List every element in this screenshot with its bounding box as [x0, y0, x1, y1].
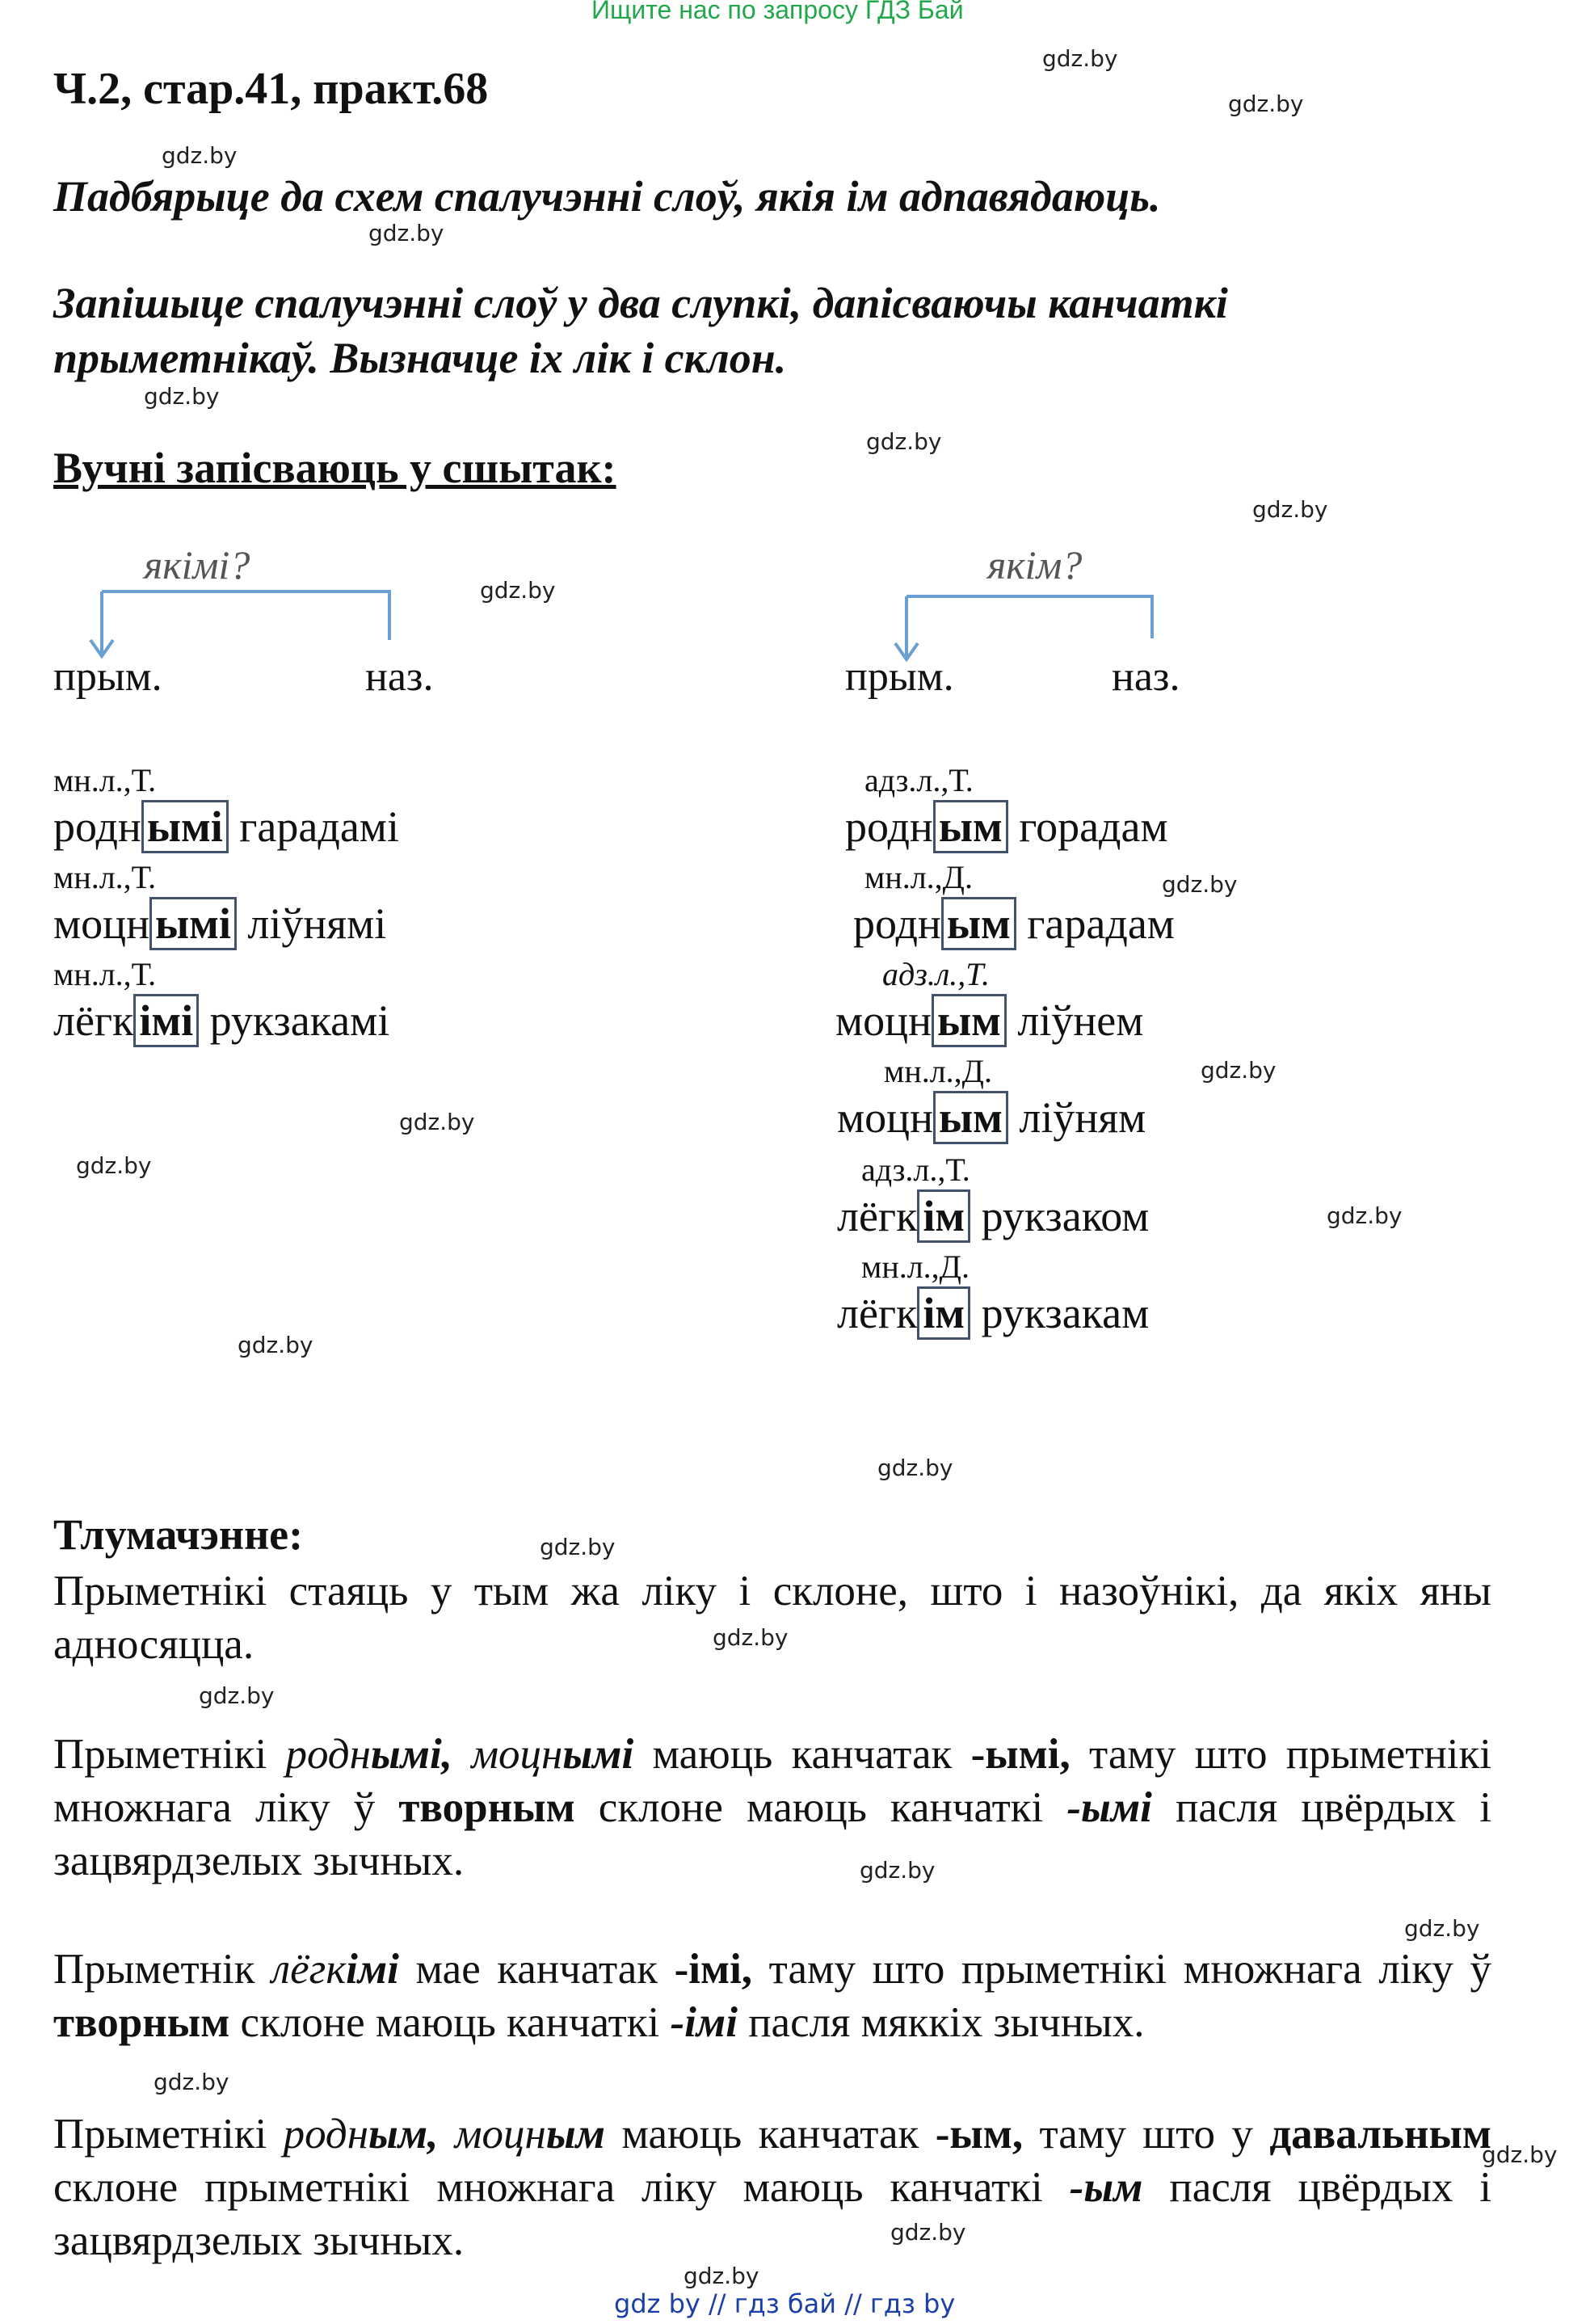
explanation-paragraph-2: Прыметнікі роднымі, моцнымі маюць канчатак -ымі, таму што прыметнікі множнага ліку ў творным склоне маюць канчаткі -ымі пасля цвёрдых і зацвярдзелых зычных. [53, 1731, 1492, 1884]
explanation-paragraph-4: Прыметнікі родным, моцным маюць канчатак -ым, таму што у давальным склоне прыметнікі множнага ліку маюць канчаткі -ым пасля цвёрдых і зацвярдзелых зычных. [53, 2111, 1492, 2264]
right-label: мн.л.,Д. [884, 1053, 992, 1089]
watermark: gdz.by [1201, 1057, 1277, 1084]
watermark: gdz.by [1162, 871, 1238, 898]
right-phrase: лёгк ім рукзаком [837, 1191, 1149, 1241]
left-phrase: моцн ымі ліўнямі [53, 899, 386, 949]
page-title: Ч.2, стар.41, практ.68 [53, 64, 489, 114]
scheme-left-noun: наз. [365, 654, 434, 700]
right-phrase: моцн ым ліўнем [835, 996, 1143, 1046]
right-phrase: родн ым гарадам [853, 899, 1175, 949]
explanation-heading: Тлумачэнне: [53, 1510, 304, 1559]
watermark: gdz.by [199, 1682, 275, 1709]
watermark: gdz.by [877, 1455, 953, 1481]
scheme-right-noun: наз. [1112, 654, 1180, 700]
scheme-right-adj: прым. [845, 654, 954, 700]
scheme-right-question: якім? [987, 542, 1083, 587]
watermark: gdz.by [144, 383, 220, 410]
watermark: gdz.by [480, 577, 556, 604]
explanation-paragraph-3: Прыметнік лёгкімі мае канчатак -імі, таму што прыметнікі множнага ліку ў творным склоне маюць канчаткі -імі пасля мяккіх зычных. [53, 1946, 1491, 2046]
explanation-paragraph-1: Прыметнікі стаяць у тым жа ліку і склоне, што і назоўнікі, да якіх яны адносяцца. [53, 1568, 1491, 1668]
watermark: gdz.by [1252, 496, 1328, 523]
footer-links[interactable]: gdz by // гдз бай // гдз by [614, 2288, 956, 2319]
watermark: gdz.by [1042, 45, 1118, 72]
watermark: gdz.by [860, 1857, 936, 1884]
watermark: gdz.by [154, 2069, 229, 2095]
watermark: gdz.by [399, 1109, 475, 1135]
watermark: gdz.by [1228, 91, 1304, 117]
notebook-heading: Вучні запісваюць у сшытак: [53, 444, 616, 492]
watermark: gdz.by [162, 142, 238, 169]
right-label: адз.л.,Т. [882, 956, 991, 992]
right-label: мн.л.,Д. [864, 859, 973, 895]
watermark: gdz.by [540, 1534, 616, 1560]
watermark: gdz.by [1404, 1915, 1480, 1942]
task-line-2b: прыметнікаў. Вызначце іх лік і склон. [53, 334, 787, 382]
left-phrase: лёгк імі рукзакамі [53, 996, 389, 1046]
watermark: gdz.by [713, 1624, 789, 1651]
watermark: gdz.by [238, 1332, 313, 1358]
watermark: gdz.by [890, 2219, 966, 2246]
right-label: мн.л.,Д. [861, 1248, 970, 1285]
left-label: мн.л.,Т. [53, 762, 157, 798]
watermark: gdz.by [76, 1152, 152, 1179]
watermark: gdz.by [866, 428, 942, 455]
right-phrase: моцн ым ліўням [837, 1093, 1146, 1143]
scheme-left-adj: прым. [53, 654, 162, 700]
watermark: gdz.by [1327, 1202, 1403, 1229]
left-phrase: родн ымі гарадамі [53, 802, 399, 852]
task-line-2a: Запішыце спалучэнні слоў у два слупкі, дапісваючы канчаткі [53, 279, 1228, 327]
left-label: мн.л.,Т. [53, 859, 157, 895]
task-line-1: Падбярыце да схем спалучэнні слоў, якія ім адпавядаюць. [53, 172, 1161, 221]
right-phrase: лёгк ім рукзакам [837, 1288, 1149, 1338]
right-label: адз.л.,Т. [864, 762, 974, 798]
watermark: gdz.by [684, 2263, 759, 2289]
right-label: адз.л.,Т. [861, 1151, 970, 1188]
watermark: gdz.by [1482, 2141, 1558, 2168]
watermark: gdz.by [368, 220, 444, 246]
top-banner[interactable]: Ищите нас по запросу ГДЗ Бай [591, 0, 964, 24]
scheme-left-question: якімі? [144, 542, 250, 587]
left-label: мн.л.,Т. [53, 956, 157, 992]
right-phrase: родн ым горадам [845, 802, 1168, 852]
